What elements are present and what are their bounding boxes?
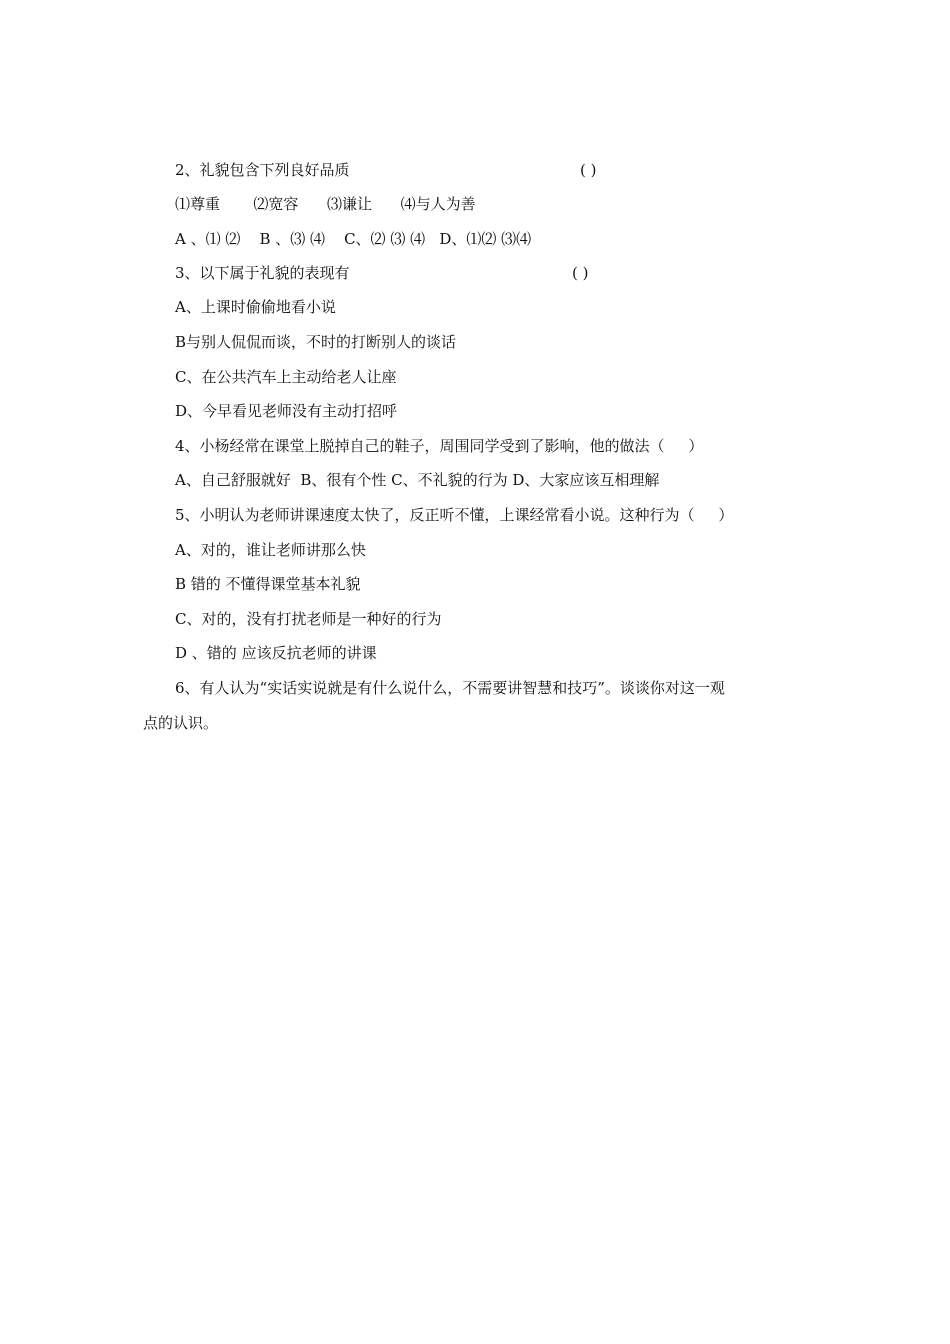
question-2-qualities: ⑴尊重 ⑵宽容 ⑶谦让 ⑷与人为善: [175, 195, 476, 213]
question-6-stem-line-1: 6、有人认为“实话实说就是有什么说什么，不需要讲智慧和技巧”。谈谈你对这一观: [175, 679, 725, 697]
question-6-stem-line-2: 点的认识。: [143, 714, 219, 732]
question-3-stem: 3、以下属于礼貌的表现有: [175, 264, 350, 282]
question-2-choices: A 、⑴ ⑵ B 、⑶ ⑷ C、⑵ ⑶ ⑷ D、⑴⑵ ⑶⑷: [175, 230, 532, 248]
question-3-option-c: C、在公共汽车上主动给老人让座: [175, 368, 397, 386]
question-2-answer-blank: ( ): [580, 161, 597, 179]
question-2-stem: 2、礼貌包含下列良好品质: [175, 161, 350, 179]
question-5-option-c: C、对的，没有打扰老师是一种好的行为: [175, 610, 442, 628]
question-3-option-b: B与别人侃侃而谈，不时的打断别人的谈话: [175, 333, 457, 351]
question-5-option-d: D 、错的 应该反抗老师的讲课: [175, 644, 377, 662]
question-3-answer-blank: ( ): [572, 264, 589, 282]
question-3-option-a: A、上课时偷偷地看小说: [175, 298, 336, 316]
question-5-option-b: B 错的 不懂得课堂基本礼貌: [175, 575, 361, 593]
question-5-option-a: A、对的，谁让老师讲那么快: [175, 541, 366, 559]
question-5-stem: 5、小明认为老师讲课速度太快了，反正听不懂，上课经常看小说。这种行为（ ）: [175, 506, 734, 524]
question-4-stem: 4、小杨经常在课堂上脱掉自己的鞋子，周围同学受到了影响，他的做法（ ）: [175, 437, 704, 455]
question-3-option-d: D、今早看见老师没有主动打招呼: [175, 402, 398, 420]
question-4-choices: A、自己舒服就好 B、很有个性 C、不礼貌的行为 D、大家应该互相理解: [175, 471, 660, 489]
